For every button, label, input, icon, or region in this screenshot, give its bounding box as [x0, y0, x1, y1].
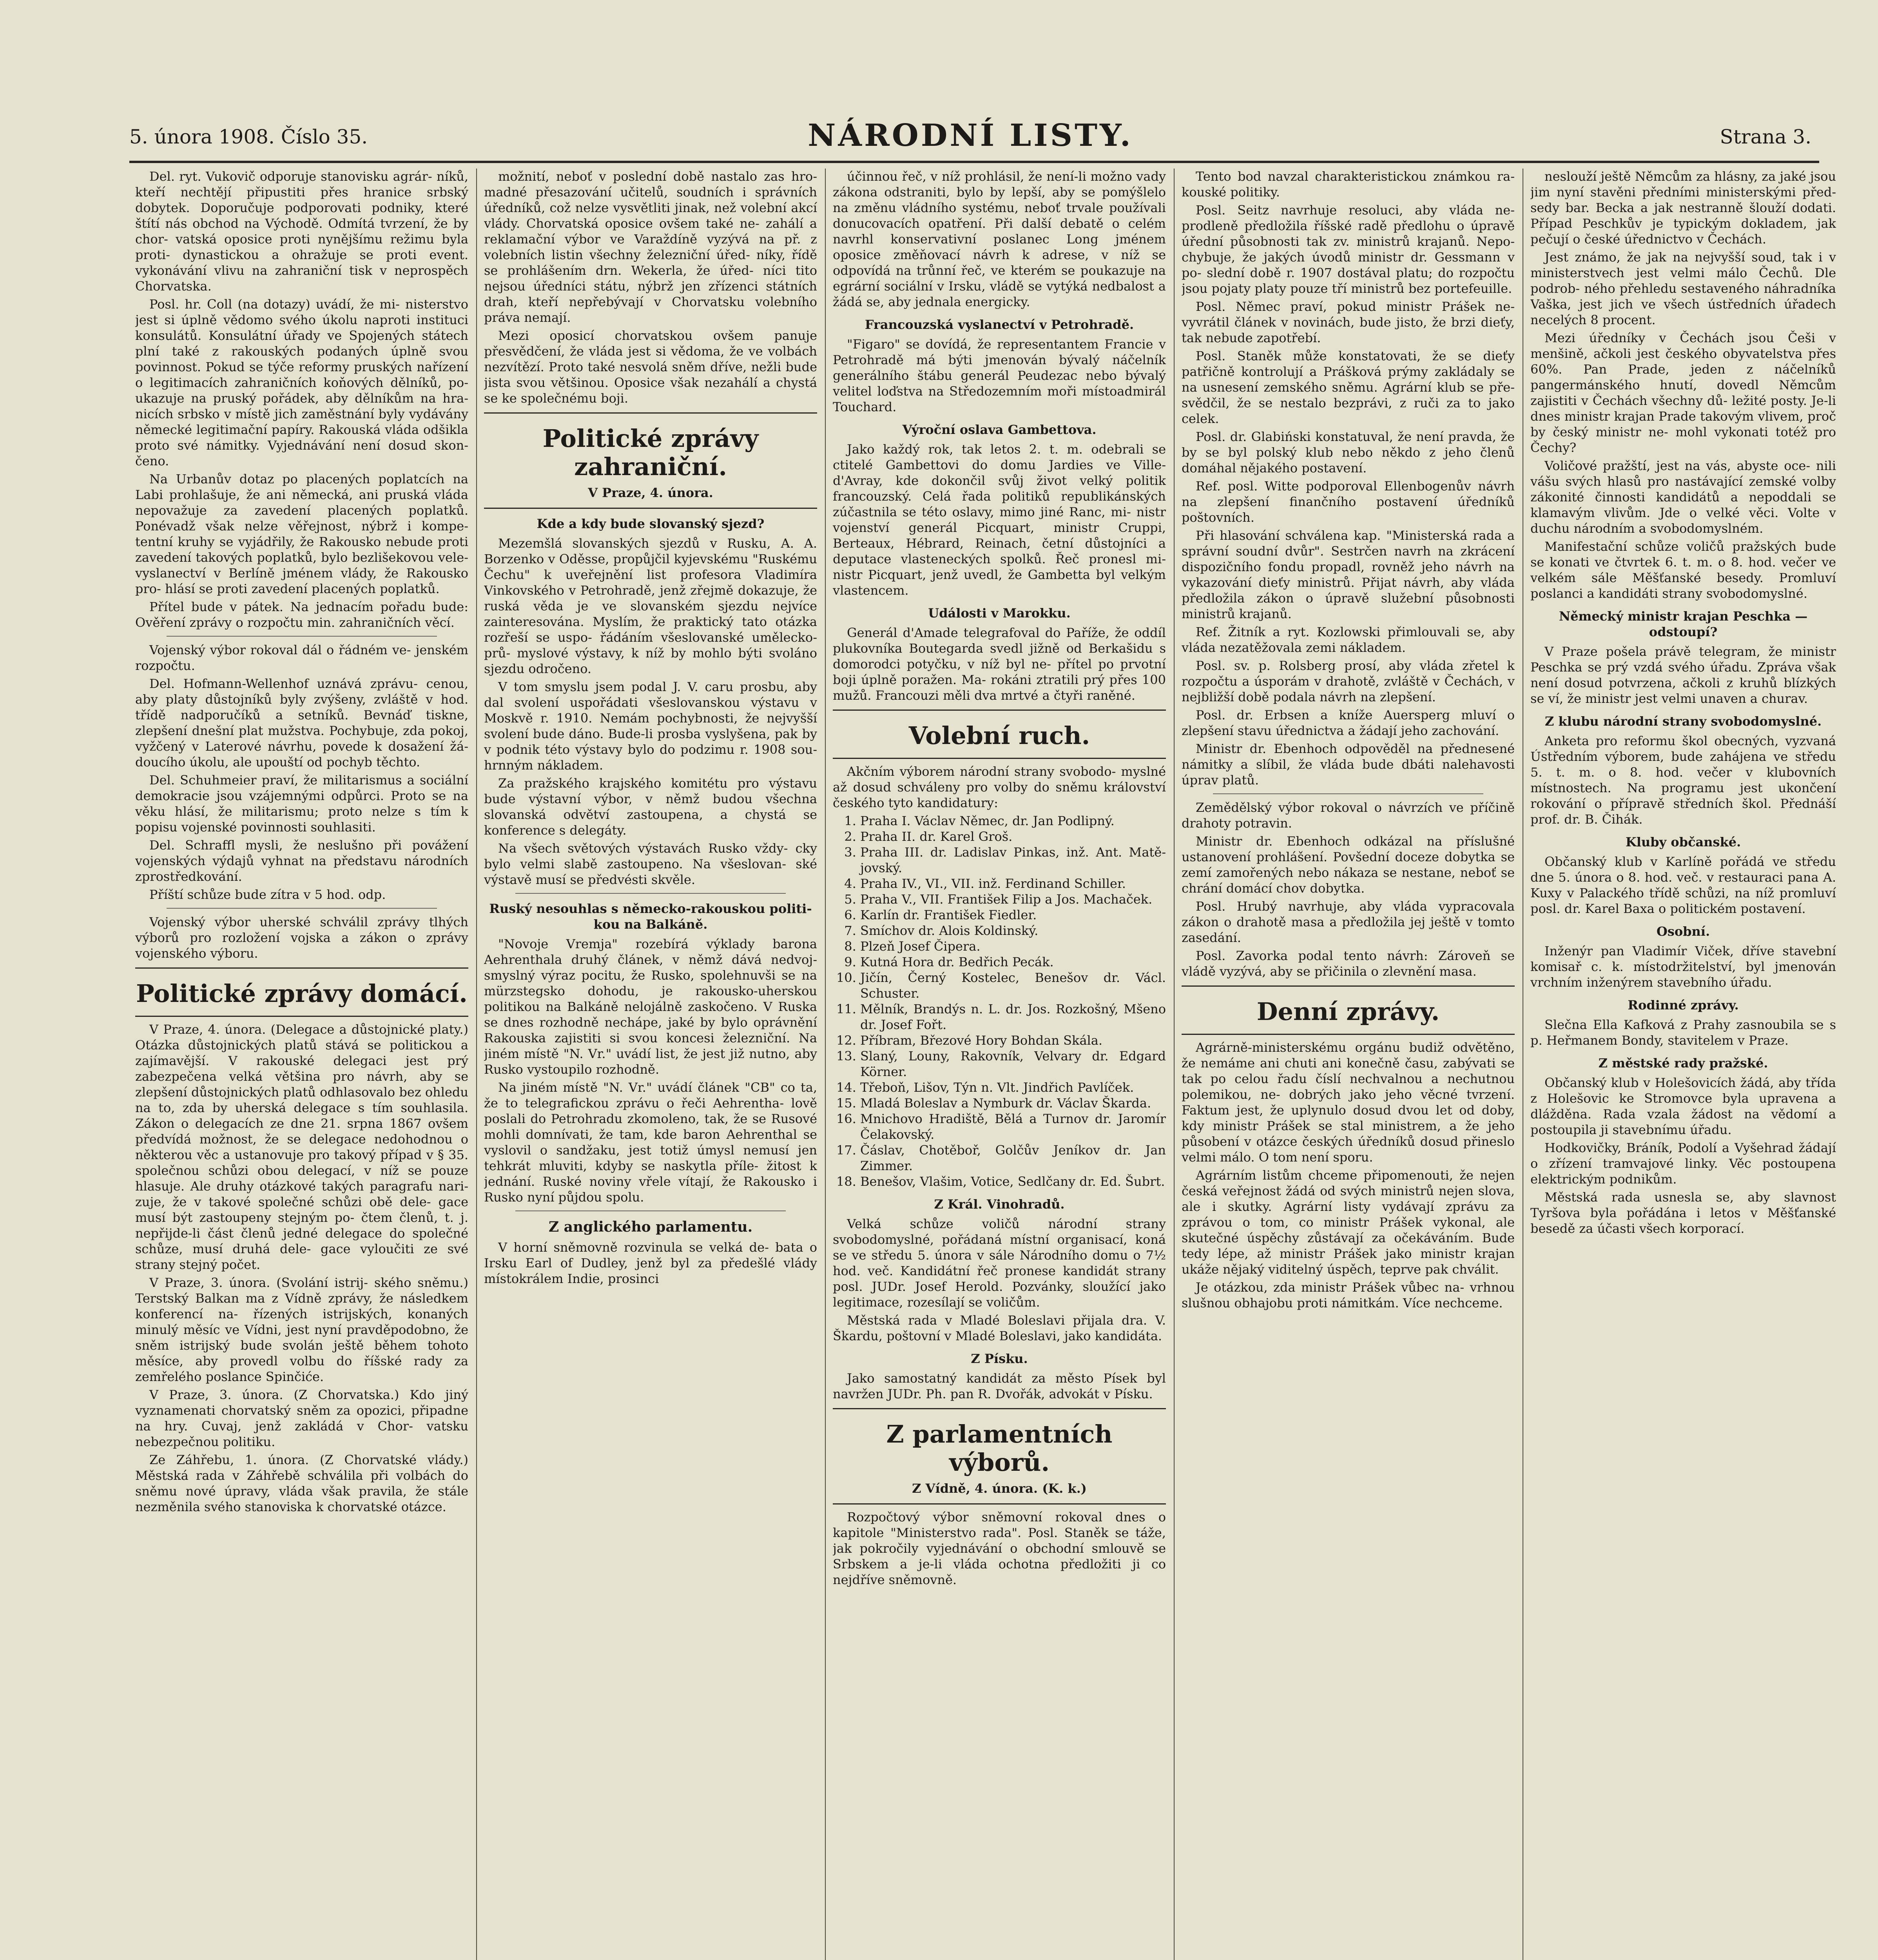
section-box: [833, 1408, 1166, 1504]
list-item: 7. Smíchov dr. Alois Koldinský.: [860, 923, 1166, 938]
page-header: [129, 118, 1811, 155]
article-heading: Události v Marokku.: [928, 606, 1071, 621]
section-heading: Z parlamentních výborů.: [886, 1420, 1113, 1477]
paragraph: Na jiném místě "N. Vr." uvádí článek "CB" co ta, že to telegrafickou zprávu o řeči Aehrentha- lově poslali do Petrohradu zkomoleno, tak, že se Rusové mohli domnívati, že tam, kde baron Aehrenthal se vyslovil o sandžaku, jest totiž úmysl nemusí jen tehkrát mluviti, kdyby se naskytla příle- žitost k jednání. Ruské noviny vřele vítají, že Rakousko i Rusko nyní půjdou spolu.: [484, 1080, 817, 1205]
separator: [515, 1210, 786, 1211]
paragraph: účinnou řeč, v níž prohlásil, že není-li možno vady zákona odstraniti, bylo by lepší, aby se pomýšlelo na změnu vládního systému, neboť trvale používali donucovacích opatření. Při další debatě o celém navrhl konservativní poslanec Long jménem oposice změňovací návrh k adrese, v níž se odpovídá na trůnní řeč, ve kterém se poukazuje na egrární sociální v Irsku, vládě se vytýká nedbalost a žádá se, aby jednala energicky.: [833, 169, 1166, 309]
paragraph: Voličové pražští, jest na vás, abyste oce- nili vášu svých hlasů pro nastávající zemské volby zákonité činnosti kandidátů a nepoddali se klamavým vlivům. Jde o velké věci. Volte v duchu národním a svobodomyslném.: [1530, 458, 1836, 536]
article-heading: Z klubu národní strany svobodomyslné.: [1544, 714, 1822, 729]
paragraph: Přítel bude v pátek. Na jednacím pořadu bude: Ověření zprávy o rozpočtu min. zahraničních věcí.: [135, 599, 468, 630]
paragraph: Jako samostatný kandidát za město Písek byl navržen JUDr. Ph. pan R. Dvořák, advokát v Písku.: [833, 1371, 1166, 1401]
section-heading: Politické zprávy zahraniční.: [542, 424, 759, 481]
paragraph: Del. Schraffl mysli, že neslušno při povážení vojenských výdajů vyhnat na představu národních zprostředkování.: [135, 838, 468, 884]
dateline: V Praze, 4. února.: [588, 485, 713, 500]
separator: [515, 893, 786, 894]
list-item: 12. Příbram, Březové Hory Bohdan Skála.: [860, 1033, 1166, 1048]
paragraph: Inženýr pan Vladimír Viček, dříve stavební komisař c. k. místodržitelství, byl jmenován vrchním inženýrem stavebního úřadu.: [1530, 944, 1836, 990]
column-divider: [825, 169, 826, 1960]
paragraph: Del. Hofmann-Wellenhof uznává zprávu- cenou, aby platy důstojníků byly zvýšeny, zvláště v hod. třídě nadporučíků a setníků. Bevnáď tiskne, zlepšení dnešní plat mužstva. Pochybuje, zda pokoj, vyžčený v Laterové návrhu, povede k dosažení žá- doucího úkolu, ale upouští od pochyb těchto.: [135, 676, 468, 769]
paragraph: V Praze pošela právě telegram, že ministr Peschka se prý vzdá svého úřadu. Zpráva však není dosud potvrzena, ačkoli z kruhů blízkých se ví, že ministr jest velmi unaven a churav.: [1530, 644, 1836, 706]
section-heading: Politické zprávy domácí.: [136, 979, 468, 1008]
paragraph: Mezi oposicí chorvatskou ovšem panuje přesvědčení, že vláda jest si vědoma, že ve volbách nezvítězí. Proto také nesvolá sněm dříve, nežli bude jista svou většinou. Oposice však nezahálí a chystá se ke společnému boji.: [484, 328, 817, 406]
paragraph: Posl. hr. Coll (na dotazy) uvádí, že mi- nisterstvo jest si úplně vědomo svého úkolu naproti instituci konsulátů. Konsulátní úřady ve Spojených státech plní také z rakouských podaných úplně svou povinnost. Pokud se týče reformy pruských nařízení o legitimacích zahraničních koňových dělníků, po- ukazuje na pruský pořádek, aby dělníkům na hra- nicích srbsko v místě jich zaměstnání byly vydávány německé legitimační papíry. Rakouská vláda odšikla proto své námitky. Vyjednávání není dosud skon- čeno.: [135, 297, 468, 468]
paragraph: Vojenský výbor uherské schválil zprávy tlhých výborů pro rozložení vojska a zákon o zprávy vojenského výboru.: [135, 915, 468, 961]
paragraph: Posl. Němec praví, pokud ministr Prášek ne- vyvrátil článek v novinách, bude jisto, že brzi dieťy, tak nebude zapotřebí.: [1182, 299, 1515, 345]
separator: [1213, 793, 1483, 794]
paragraph: Posl. Staněk může konstatovati, že se dieťy patřičně kontrolují a Prášková prýmy zakládaly se na usnesení zemského sněmu. Agrární klub se pře- svědčil, že se nestalo bezprávi, z ruči za to jako celek.: [1182, 348, 1515, 426]
article-heading: Z Král. Vinohradů.: [934, 1197, 1065, 1212]
paragraph: "Figaro" se dovídá, že representantem Francie v Petrohradě má býti jmenován bývalý náčelník generálního štábu generál Peudezac nebo bývalý velitel loďstva na Středozemním moři místoadmirál Touchard.: [833, 337, 1166, 414]
paragraph: Agrárně-ministerskému orgánu budiž odvětěno, že nemáme ani chuti ani konečně času, zabývati se tak po celou řadu číslí nechvalnou a nechutnou polemikou, ne- dobrých jako jeho věcné tvrzení. Faktum jest, že uplynulo dosud dvou let od doby, kdy ministr Prášek se stal ministrem, a že jeho působení v otázce českých úředníků dosud přineslo velmi málo. O tom není sporu.: [1182, 1040, 1515, 1165]
paragraph: Posl. sv. p. Rolsberg prosí, aby vláda zřetel k rozpočtu a úsporám v drahotě, zvláště v Čechách, v nejbližší době podala návrh na zlepšení.: [1182, 658, 1515, 704]
paragraph: Rozpočtový výbor sněmovní rokoval dnes o kapitole "Ministerstvo rada". Posl. Staněk se táže, jak pokročily vyjednávání o obchodní smlouvě se Srbskem a je-li vláda ochotna předložiti ji co nejdříve sněmovně.: [833, 1510, 1166, 1587]
column-2: [484, 169, 817, 1960]
paragraph: Občanský klub v Karlíně pořádá ve středu dne 5. února o 8. hod. več. v restauraci pana A. Kuxy v Palackého třídě schůzi, na níž promluví posl. dr. Karel Baxa o politickém postavení.: [1530, 854, 1836, 916]
list-item: 11. Mělník, Brandýs n. L. dr. Jos. Rozkošný, Mšeno dr. Josef Fořt.: [860, 1001, 1166, 1033]
paragraph: V Praze, 3. února. (Svolání istrij- ského sněmu.) Terstský Balkan ma z Vídně zprávy, že následkem konferencí na- řízených istrijských, konaných minulý měsíc ve Vídni, jest nyní pravděpodobno, že sněm istrijský bude svolán ještě během tohoto měsíce, aby provedl volbu do říšské rady za zemřelého poslance Spinčiće.: [135, 1275, 468, 1384]
list-item: 3. Praha III. dr. Ladislav Pinkas, inž. Ant. Matě- jovský.: [860, 844, 1166, 876]
list-item: 8. Plzeň Josef Čipera.: [860, 938, 1166, 954]
paragraph: Ze Záhřebu, 1. února. (Z Chorvatské vlády.) Městská rada v Záhřebě schválila při volbách do sněmu nové úpravy, vláda však pravila, že stále nezměnila svého stanoviska k chorvatské otázce.: [135, 1452, 468, 1514]
paragraph: Posl. Zavorka podal tento návrh: Zároveň se vládě vyzývá, aby se přičinila o zlevnění masa.: [1182, 948, 1515, 979]
paragraph: Je otázkou, zda ministr Prášek vůbec na- vrhnou slušnou obhajobu proti námitkám. Více nechceme.: [1182, 1280, 1515, 1310]
paragraph: neslouží ještě Němcům za hlásny, za jaké jsou jim nyní stavěni předními ministerskými před- sedy bar. Becka a jak nestranně šlouží dodati. Případ Peschkův je typickým dokladem, jak pečují o české úřednictvo v Čechách.: [1530, 169, 1836, 247]
list-item: 1. Praha I. Václav Němec, dr. Jan Podlipný.: [860, 813, 1166, 829]
list-item: 13. Slaný, Louny, Rakovník, Velvary dr. Edgard Körner.: [860, 1048, 1166, 1080]
paragraph: Hodkovičky, Bráník, Podolí a Vyšehrad žádají o zřízení tramvajové linky. Věc postoupena elektrickým podnikům.: [1530, 1140, 1836, 1187]
paragraph: Městská rada v Mladé Boleslavi přijala dra. V. Škardu, poštovní v Mladé Boleslavi, jako kandidáta.: [833, 1313, 1166, 1343]
list-item: 9. Kutná Hora dr. Bedřich Pecák.: [860, 954, 1166, 970]
paragraph: Posl. dr. Erbsen a kníže Auersperg mluví o zlepšení stavu úřednictva a žádají jeho zachování.: [1182, 708, 1515, 738]
section-box: [1182, 985, 1515, 1035]
paragraph: Na všech světových výstavách Rusko vždy- cky bylo velmi slabě zastoupeno. Na všeslovan- ské výstavě musí se předvésti skvěle.: [484, 841, 817, 887]
paragraph: Vojenský výbor rokoval dál o řádném ve- jenském rozpočtu.: [135, 642, 468, 673]
paragraph: V Praze, 3. února. (Z Chorvatska.) Kdo jiný vyznamenati chorvatský sněm za opozici, připadne na hry. Cuvaj, jenž zakládá v Chor- vatsku nebezpečnou politiku.: [135, 1387, 468, 1449]
paragraph: Slečna Ella Kafková z Prahy zasnoubila se s p. Heřmanem Bondy, stavitelem v Praze.: [1530, 1017, 1836, 1048]
list-item: 5. Praha V., VII. František Filip a Jos. Machaček.: [860, 891, 1166, 907]
paragraph: V tom smyslu jsem podal J. V. caru prosbu, aby dal svolení uspořádati všeslovanskou výstavu v Moskvě r. 1910. Nemám pochybnosti, že nejvyšší svolení bude dáno. Bude-li prosba vyslyšena, pak by v podnik této výstavy bylo do podzimu r. 1908 sou- hrnným nákladem.: [484, 679, 817, 773]
candidate-list: [833, 813, 1166, 1189]
page-number: Strana 3.: [1720, 125, 1811, 148]
paragraph: "Novoje Vremja" rozebírá výklady barona Aehrenthala druhý článek, v němž dává nedvoj- smyslný výraz pocitu, že Rusko, spolehnuvši se na mürzstegsko dohodu, je rakousko-uherskou politikou na Balkáně nelojálně zaskočeno. V Ruska se dnes rozhodně nechápe, jaké by bylo oprávnění Rakouska zajistiti si svou koncesi železniční. Na jiném místě "N. Vr." uvádí list, že jest již nutno, aby Rusko vystoupilo rozhodně.: [484, 936, 817, 1077]
section-box: [135, 967, 468, 1017]
header-rule: [129, 161, 1819, 163]
issue-date: 5. února 1908. Číslo 35.: [129, 125, 368, 148]
paragraph: Posl. Seitz navrhuje resoluci, aby vláda ne- prodleně předložila říšské radě předlohu o úpravě úřední působnosti tak zv. ministrů krajanů. Nepo- chybuje, že jakých úvodů ministr dr. Gessmann v po- slední době r. 1907 dostával platu; do rozpočtu jsou pojaty platy pouze tří ministrů bez portefeuille.: [1182, 203, 1515, 296]
article-heading: Ruský nesouhlas s německo-rakouskou politi- kou na Balkáně.: [489, 901, 812, 932]
paragraph: Manifestační schůze voličů pražských bude se konati ve čtvrtek 6. t. m. o 8. hod. večer ve velkém sále Měšťanské besedy. Promluví poslanci a kandidáti strany svobodomyslné.: [1530, 539, 1836, 601]
paragraph: Zemědělský výbor rokoval o návrzích ve příčině drahoty potravin.: [1182, 800, 1515, 831]
section-heading: Volební ruch.: [908, 721, 1090, 750]
paragraph: Del. ryt. Vukovič odporuje stanovisku agrár- níků, kteří nechtějí připustiti přes hranice srbský dobytek. Doporučuje podporovati podniky, které štítí nás obchod na Východě. Odmítá tvrzení, že by chor- vatská oposice proti nynějšímu režimu byla proti- dynastickou a ohražuje se proti event. vykonávání vlivu na zahraniční tisk v neprospěch Chorvatska.: [135, 169, 468, 294]
paragraph: Del. Schuhmeier praví, že militarismus a sociální demokracie jsou vzájemnými odpůrci. Proto se na věku hlásí, že militarismu; proto nelze s tím k popisu vojenské povinnosti souhlasiti.: [135, 773, 468, 835]
paragraph: Příští schůze bude zítra v 5 hod. odp.: [149, 887, 386, 902]
paragraph: Jako každý rok, tak letos 2. t. m. odebrali se ctitelé Gambettovi do domu Jardies ve Ville- d'Avray, kde dokončil svůj život velký politik francouzský. Celá řada politiků republikánských zúčastnila se této oslavy, mimo jiné Ranc, mi- nistr vojenství generál Picquart, ministr Cruppi, Berteaux, Hébrard, Reinach, četní důstojníci a deputace vlasteneckých spolků. Řeč pronesl mi- nistr Picquart, jenž uvedl, že Gambetta byl velkým vlastencem.: [833, 442, 1166, 598]
column-1: [135, 169, 468, 1960]
column-3: [833, 169, 1166, 1960]
paragraph: možnití, neboť v poslední době nastalo zas hro- madné přesazování učitelů, soudních i správních úředníků, což nelze vysvětliti jinak, než volební akcí vlády. Chorvatská oposice ovšem také ne- zahálí a reklamační výbor ve Varaždíně vyzývá na př. z volebních listin všechny železniční úřed- níky, řídě se prohlášením drn. Wekerla, že úřed- níci tito nejsou úředníci státu, nýbrž jen zřízenci státních drah, kteří nepřebývají v Chorvatsku volebního práva nemají.: [484, 169, 817, 325]
list-item: 10. Jičín, Černý Kostelec, Benešov dr. Václ. Schuster.: [860, 970, 1166, 1001]
paragraph: Tento bod navzal charakteristickou známkou ra- kouské politiky.: [1182, 169, 1515, 200]
list-item: 17. Čáslav, Chotěboř, Golčův Jeníkov dr. Jan Zimmer.: [860, 1142, 1166, 1174]
column-4: [1182, 169, 1515, 1960]
paragraph: Ministr dr. Ebenhoch odpověděl na přednesené námitky a slíbil, že vláda bude dbáti nalehavosti úprav platů.: [1182, 741, 1515, 788]
section-heading: Denní zprávy.: [1256, 997, 1440, 1026]
article-heading: Kluby občanské.: [1625, 835, 1741, 849]
masthead-title: NÁRODNÍ LISTY.: [808, 118, 1133, 153]
article-heading: Rodinné zprávy.: [1628, 998, 1739, 1013]
paragraph: Ref. Žitník a ryt. Kozlowski přimlouvali se, aby vláda nezatěžovala zemi nákladem.: [1182, 624, 1515, 655]
list-item: 2. Praha II. dr. Karel Groš.: [860, 829, 1166, 844]
paragraph: Posl. dr. Glabiński konstatuval, že není pravda, že by se byl polský klub nebo někdo z jeho členů domáhal nějakého postavení.: [1182, 429, 1515, 475]
paragraph: Anketa pro reformu škol obecných, vyzvaná Ústředním výborem, bude zahájena ve středu 5. t. m. o 8. hod. večer v klubovních místnostech. Na programu jest ukončení rokování o přípravě středních škol. Přednáší prof. dr. B. Čihák.: [1530, 733, 1836, 827]
article-heading: Kde a kdy bude slovanský sjezd?: [537, 516, 765, 531]
paragraph: Při hlasování schválena kap. "Ministerská rada a správní soudní dvůr". Sestrčen navrh na zkrácení dispozičního fondu propadl, rovněž jeho návrh na vykazování dieťy ministrů. Přijat návrh, aby vláda předložila zákon o úpravě služební působnosti ministrů krajanů.: [1182, 528, 1515, 621]
list-item: 6. Karlín dr. František Fiedler.: [860, 907, 1166, 923]
column-5: [1530, 169, 1836, 1960]
list-item: 14. Třeboň, Lišov, Týn n. Vlt. Jindřich Pavlíček.: [860, 1080, 1166, 1095]
paragraph: Mezi úředníky v Čechách jsou Češi v menšině, ačkoli jest českého obyvatelstva přes 60%. Pan Prade, jeden z náčelníků pangermánského hnutí, dovedl Němcům zajistiti v Čechách všechny dů- ležité posty. Je-li dnes ministr krajan Prade takovým vlivem, proč by český ministr ne- mohl vykonati totéž pro Čechy?: [1530, 330, 1836, 455]
paragraph: Agrárním listům chceme připomenouti, že nejen česká veřejnost žádá od svých ministrů nejen slova, ale i skutky. Agrární listy vydávají zprávu za zprávou o tom, co ministr Prášek vykonal, ale skutečné úspěchy zůstávají za očekáváním. Bude tedy lépe, až ministr Prášek jako ministr krajan ukáže nějaký viditelný úspěch, teprve pak chválit.: [1182, 1168, 1515, 1277]
paragraph: V Praze, 4. února. (Delegace a důstojnické platy.) Otázka důstojnických platů stává se politickou a zajímavější. V rakouské delegaci jest prý zabezpečena velká většina pro návrh, aby se zlepšení důstojnických platů odhlasovalo bez ohledu na to, zda by uherská delegace s tím souhlasila. Zákon o delegacích ze dne 21. srpna 1867 ovšem předvídá možnost, že se delegace nedohodnou o některou věc a ustanovuje pro takový případ v § 35. společnou schůzi obou delegací, v níž se pouze hlasuje. Ale druhy otázkové takých paragrafu nari- zuje, že v takové společné schůzi obě dele- gace musí být zastoupeny stejným po- čtem členů, t. j. nepřijde-li část členů jedné delegace do společné schůze, musí druhá dele- gace vyloučiti ze své strany stejný počet.: [135, 1022, 468, 1272]
list-item: 18. Benešov, Vlašim, Votice, Sedlčany dr. Ed. Šubrt.: [860, 1174, 1166, 1189]
paragraph: Akčním výborem národní strany svobodo- myslné až dosud schváleny pro volby do sněmu království českého tyto kandidatury:: [833, 764, 1166, 810]
paragraph: Ref. posl. Witte podporoval Ellenbogenův návrh na zlepšení finančního postavení úředníků poštovních.: [1182, 479, 1515, 525]
separator: [167, 636, 437, 637]
paragraph: Městská rada usnesla se, aby slavnost Tyršova byla pořádána i letos v Měšťanské besedě za účasti všech korporací.: [1530, 1190, 1836, 1236]
paragraph: V horní sněmovně rozvinula se velká de- bata o Irsku Earl of Dudley, jenž byl za předešlé vlády místokrálem Indie, prosinci: [484, 1240, 817, 1286]
paragraph: Ministr dr. Ebenhoch odkázal na příslušné ustanovení prohlášení. Povšední doceze dobytka se zemí zamořených nebo nákaza se nestane, neboť se chrání domácí chov dobytka.: [1182, 834, 1515, 896]
article-heading: Německý ministr krajan Peschka — odstoupí?: [1559, 609, 1808, 639]
paragraph: Posl. Hrubý navrhuje, aby vláda vypracovala zákon o drahotě masa a předložila jej ještě v tomto zasedání.: [1182, 899, 1515, 945]
section-box: [833, 710, 1166, 759]
paragraph: Jest známo, že jak na nejvyšší soud, tak i v ministerstvech jest velmi málo Čechů. Dle podrob- ného přehledu sestaveného náhradníka Vaška, jest jich ve všech ústředních úřadech necelých 8 procent.: [1530, 250, 1836, 327]
article-heading: Z městské rady pražské.: [1598, 1056, 1768, 1071]
article-heading: Francouzská vyslanectví v Petrohradě.: [865, 317, 1134, 332]
column-divider: [476, 169, 477, 1960]
column-divider: [1174, 169, 1175, 1960]
list-item: 15. Mladá Boleslav a Nymburk dr. Václav Škarda.: [860, 1095, 1166, 1111]
article-heading: Z anglického parlamentu.: [548, 1219, 753, 1235]
article-heading: Výroční oslava Gambettova.: [902, 422, 1097, 437]
dateline: Z Vídně, 4. února. (K. k.): [912, 1481, 1087, 1496]
paragraph: Velká schůze voličů národní strany svobodomyslné, pořádaná místní organisací, koná se ve středu 5. února v sále Národního domu o 7½ hod. več. Kandidátní řeč pronese kandidát strany posl. JUDr. Josef Herold. Pozvánky, sloužící jako legitimace, rozesílají se voličům.: [833, 1216, 1166, 1310]
separator: [167, 908, 437, 909]
paragraph: Za pražského krajského komitétu pro výstavu bude výstavní výbor, v němž budou všechna slovanská odvětví zastoupena, a chystá se konference s delegáty.: [484, 776, 817, 838]
paragraph: Občanský klub v Holešovicích žádá, aby třída z Holešovic ke Stromovce byla upravena a dlážděna. Rada vzala žádost na vědomí a postoupila ji stavebnímu úřadu.: [1530, 1075, 1836, 1137]
section-box: [484, 412, 817, 509]
list-item: 4. Praha IV., VI., VII. inž. Ferdinand Schiller.: [860, 876, 1166, 891]
paragraph: Generál d'Amade telegrafoval do Paříže, že oddíl plukovníka Boutegarda svedl jižně od Berkašidu s domorodci potyčku, v níž byl ne- přítel po prvotní boji úplně poražen. Ma- rokáni ztratili prý přes 100 mužů. Francouzi měli dva mrtvé a čtyři raněné.: [833, 625, 1166, 703]
list-item: 16. Mnichovo Hradiště, Bělá a Turnov dr. Jaromír Čelakovský.: [860, 1111, 1166, 1142]
paragraph: Mezemšlá slovanských sjezdů v Rusku, A. A. Borzenko v Oděsse, propůjčil kyjevskému "Ruskému Čechu" k uveřejnění list profesora Vladimíra Vinkovského v Petrohradě, jenž zřejmě dokazuje, že ruská věda je ve slovanském sjezdu nejvíce zainteresována. Myslím, že praktický tato otázka rozřeší se uspo- řádáním všeslovanské umělecko-prů- myslové výstavy, k níž by mohlo býti svoláno sjezdu odročeno.: [484, 536, 817, 676]
article-heading: Osobní.: [1656, 924, 1710, 939]
paragraph: Na Urbanův dotaz po placených poplatcích na Labi prohlašuje, že ani německá, ani pruská vláda nepovažuje za zavedení placených poplatků. Ponévadž však nelze věřejnost, nýbrž i kompe- tentní kruhy se vyjádřily, že Rakousko nebude proti zavedení takových poplatků, bylo bezlišekovou vele- vyslanectví v Berlíně jménem vlády, že Rakousko pro- hlásí se proti zavedení placených poplatků.: [135, 472, 468, 596]
article-heading: Z Písku.: [971, 1351, 1028, 1366]
